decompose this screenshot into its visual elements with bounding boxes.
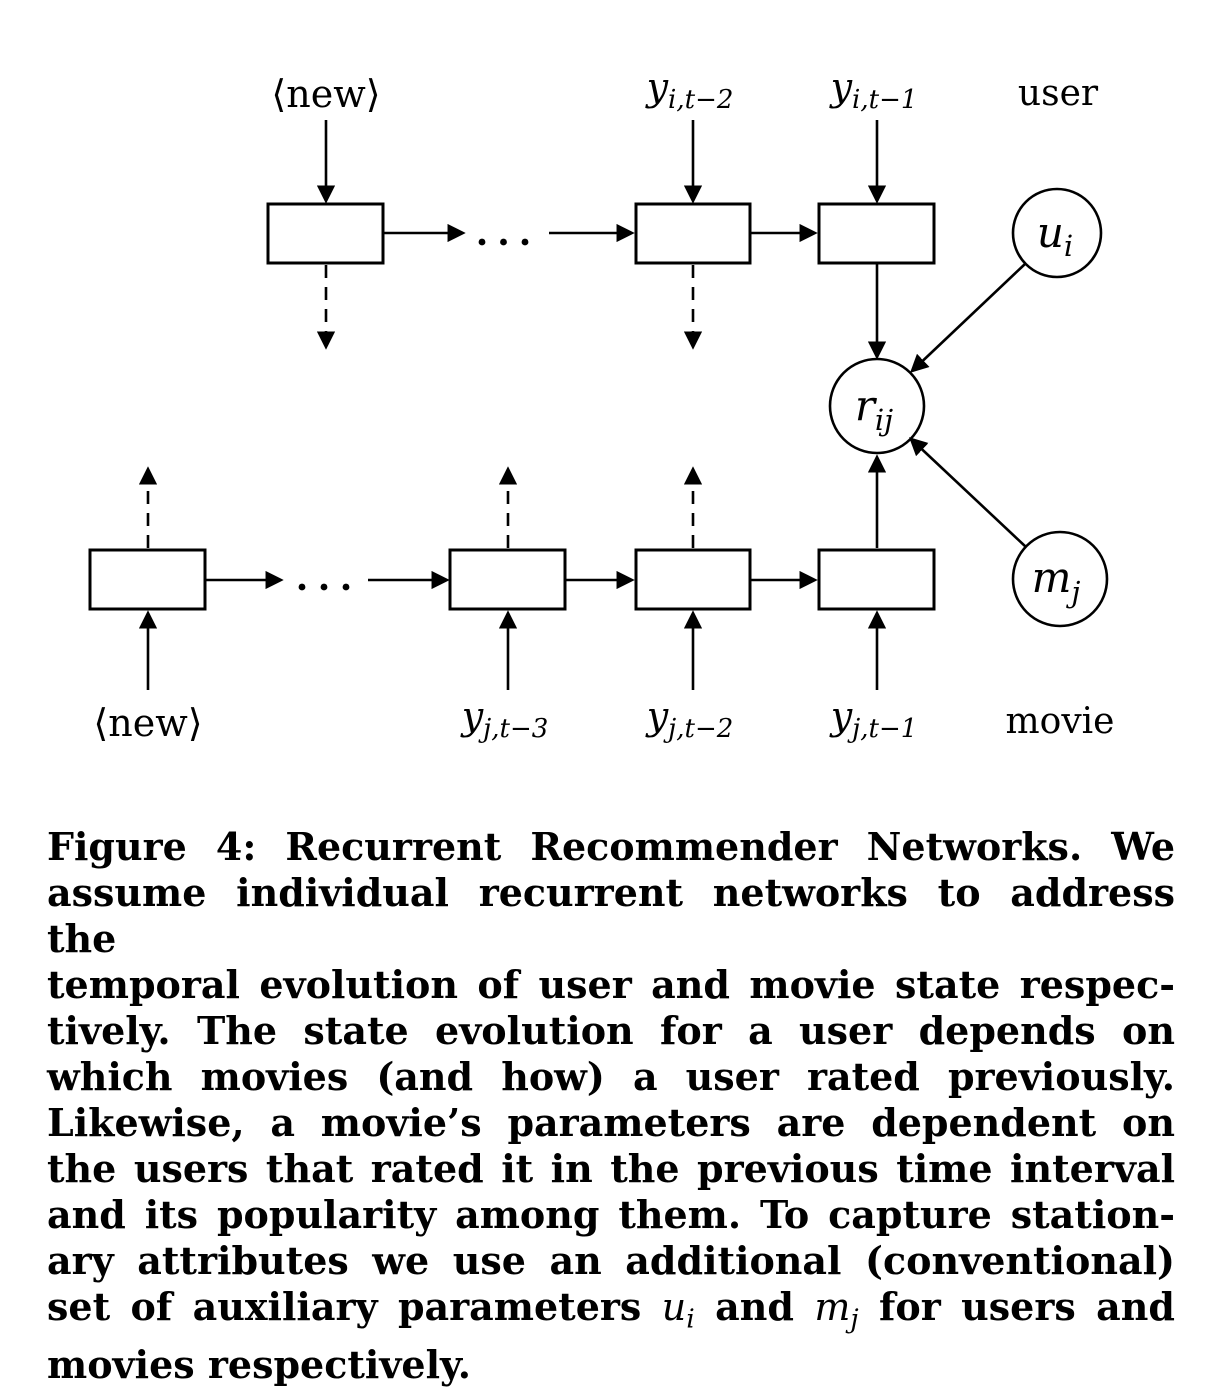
caption-math-symbol: m bbox=[814, 1285, 851, 1329]
ellipsis-dots-movie bbox=[299, 584, 350, 591]
caption-text: temporal evolution of user and movie state respec- bbox=[47, 962, 1175, 1007]
rating-label: rij bbox=[854, 381, 894, 437]
movie-rnn-cell-1 bbox=[90, 550, 205, 609]
user-factor-label: ui bbox=[1036, 208, 1074, 263]
caption-line bbox=[47, 1008, 1175, 1054]
caption-math-symbol: u bbox=[661, 1285, 687, 1329]
user-input-label-t1: $y_{i,t-1}$ bbox=[830, 65, 918, 115]
caption-line bbox=[47, 1238, 1175, 1284]
caption-line bbox=[47, 1146, 1175, 1192]
movie-rnn-cell-3 bbox=[636, 550, 750, 609]
user-rnn-cell-3 bbox=[819, 204, 934, 263]
caption-text: assume individual recurrent networks to address the bbox=[47, 870, 1175, 961]
user-rnn-cell-2 bbox=[636, 204, 750, 263]
caption-line bbox=[47, 962, 1175, 1008]
movie-side-label: movie bbox=[1005, 701, 1115, 742]
movie-rnn-cell-4 bbox=[819, 550, 934, 609]
movie-factor-to-rating-arrow bbox=[911, 439, 1026, 547]
caption-text: movies respectively. bbox=[47, 1342, 471, 1388]
movie-factor-label: mj bbox=[1031, 553, 1081, 609]
caption-text: and its popularity among them. To capture station- bbox=[47, 1192, 1175, 1237]
caption-math-symbol: j bbox=[850, 1303, 859, 1335]
user-rnn-cell-1 bbox=[268, 204, 383, 263]
caption-line bbox=[47, 824, 1175, 870]
caption-line bbox=[47, 1284, 1175, 1342]
caption-text: set of auxiliary parameters bbox=[47, 1284, 662, 1329]
caption-math-symbol: i bbox=[686, 1303, 695, 1335]
caption-text: tively. The state evolution for a user depends on bbox=[47, 1008, 1175, 1053]
caption-text: Likewise, a movie’s parameters are dependent on bbox=[47, 1100, 1175, 1145]
caption-line bbox=[47, 1192, 1175, 1238]
caption-text: the users that rated it in the previous time interval bbox=[47, 1146, 1175, 1191]
caption-line bbox=[47, 1100, 1175, 1146]
caption-line bbox=[47, 870, 1175, 962]
figure-caption bbox=[47, 824, 1175, 1388]
caption-line bbox=[47, 1342, 1175, 1388]
caption-text: ary attributes we use an additional (conventional) bbox=[47, 1238, 1175, 1283]
movie-input-label-new: ⟨new⟩ bbox=[93, 701, 203, 745]
user-input-label-t2: $y_{i,t-2}$ bbox=[646, 65, 734, 115]
caption-text: Figure 4: Recurrent Recommender Networks. We bbox=[47, 824, 1175, 869]
ellipsis-dots-user bbox=[479, 239, 529, 246]
caption-text: for users and bbox=[858, 1284, 1175, 1329]
movie-input-label-t2: $y_{j,t-2}$ bbox=[646, 694, 734, 744]
user-side-label: user bbox=[1017, 73, 1099, 114]
caption-text: and bbox=[694, 1284, 815, 1329]
user-input-label-new: ⟨new⟩ bbox=[271, 72, 381, 116]
user-factor-to-rating-arrow bbox=[912, 264, 1025, 371]
caption-line bbox=[47, 1054, 1175, 1100]
movie-input-label-t3: $y_{j,t-3}$ bbox=[461, 694, 549, 744]
caption-text: which movies (and how) a user rated previously. bbox=[47, 1054, 1175, 1099]
movie-rnn-cell-2 bbox=[450, 550, 565, 609]
movie-input-label-t1: $y_{j,t-1}$ bbox=[830, 694, 918, 744]
